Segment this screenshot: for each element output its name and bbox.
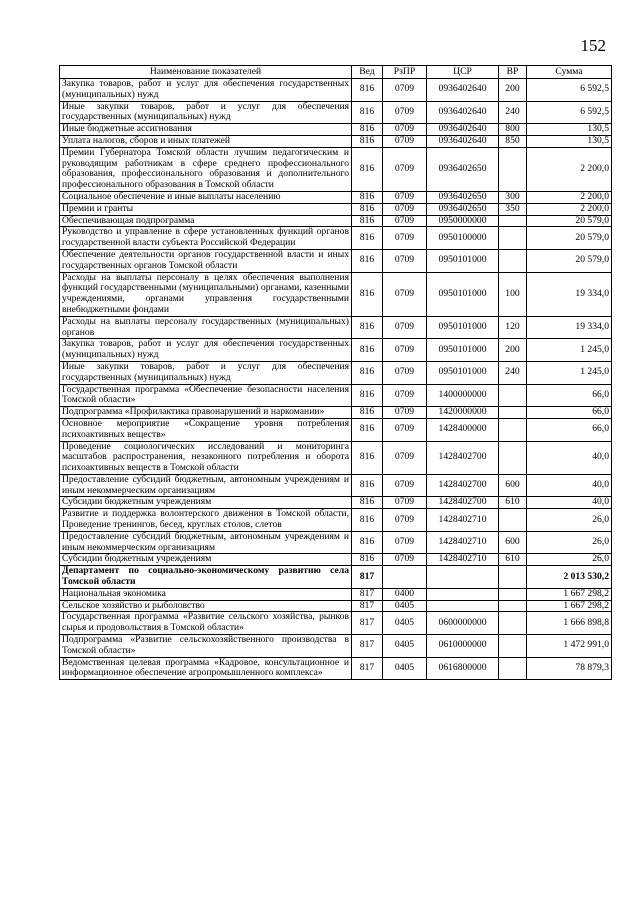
cell-name: Субсидии бюджетным учреждениям xyxy=(60,554,352,566)
cell-ved: 816 xyxy=(352,215,383,227)
cell-name: Сельское хозяйство и рыболовство xyxy=(60,600,352,612)
cell-csr: 0600000000 xyxy=(427,612,499,635)
cell-vr xyxy=(499,612,527,635)
cell-vr xyxy=(499,441,527,474)
cell-ved: 816 xyxy=(352,339,383,362)
cell-rzpr: 0709 xyxy=(383,361,427,384)
table-row xyxy=(60,316,612,339)
table-row xyxy=(60,272,612,316)
cell-vr: 200 xyxy=(499,339,527,362)
table-row xyxy=(60,249,612,272)
cell-name: Предоставление субсидий бюджетным, автономным учреждениям и иным некоммерческим организациям xyxy=(60,474,352,497)
cell-name: Социальное обеспечение и иные выплаты населению xyxy=(60,191,352,203)
cell-sum: 19 334,0 xyxy=(527,316,612,339)
cell-sum: 26,0 xyxy=(527,554,612,566)
cell-ved: 816 xyxy=(352,361,383,384)
cell-vr xyxy=(499,407,527,419)
cell-ved: 816 xyxy=(352,272,383,316)
cell-sum: 20 579,0 xyxy=(527,249,612,272)
cell-vr: 240 xyxy=(499,361,527,384)
cell-ved: 816 xyxy=(352,101,383,124)
cell-vr: 300 xyxy=(499,191,527,203)
cell-vr: 600 xyxy=(499,531,527,554)
cell-name: Предоставление субсидий бюджетным, автономным учреждениям и иным некоммерческим организациям xyxy=(60,531,352,554)
cell-rzpr: 0405 xyxy=(383,612,427,635)
cell-name: Обеспечение деятельности органов государственной власти и иных государственных органов Томской области xyxy=(60,249,352,272)
cell-csr: 1420000000 xyxy=(427,407,499,419)
cell-ved: 817 xyxy=(352,635,383,658)
table-row xyxy=(60,79,612,102)
cell-sum: 130,5 xyxy=(527,124,612,136)
cell-vr: 350 xyxy=(499,203,527,215)
cell-sum: 66,0 xyxy=(527,407,612,419)
cell-name: Уплата налогов, сборов и иных платежей xyxy=(60,135,352,147)
cell-rzpr: 0709 xyxy=(383,384,427,407)
cell-ved: 816 xyxy=(352,124,383,136)
cell-rzpr xyxy=(383,566,427,589)
cell-name: Премии Губернатора Томской области лучшим педагогическим и руководящим работникам в сфере среднего профессионального образования, профессионального образования и дополнительного профессионального образования в Томской области xyxy=(60,147,352,191)
cell-csr: 1428402710 xyxy=(427,554,499,566)
cell-sum: 1 472 991,0 xyxy=(527,635,612,658)
cell-name: Национальная экономика xyxy=(60,588,352,600)
cell-name: Закупка товаров, работ и услуг для обеспечения государственных (муниципальных) нужд xyxy=(60,339,352,362)
cell-ved: 816 xyxy=(352,147,383,191)
table-row xyxy=(60,215,612,227)
cell-csr xyxy=(427,600,499,612)
table-row xyxy=(60,191,612,203)
budget-table xyxy=(59,65,612,680)
table-header-row xyxy=(60,66,612,79)
cell-ved: 816 xyxy=(352,474,383,497)
cell-rzpr: 0709 xyxy=(383,497,427,509)
cell-vr xyxy=(499,418,527,441)
cell-vr xyxy=(499,509,527,532)
cell-rzpr: 0709 xyxy=(383,124,427,136)
cell-rzpr: 0709 xyxy=(383,316,427,339)
cell-sum: 6 592,5 xyxy=(527,79,612,102)
cell-rzpr: 0709 xyxy=(383,441,427,474)
cell-ved: 816 xyxy=(352,554,383,566)
col-header-ved: Вед xyxy=(352,66,383,79)
cell-name: Руководство и управление в сфере установленных функций органов государственной власти субъекта Российской Федерации xyxy=(60,227,352,250)
cell-rzpr: 0709 xyxy=(383,79,427,102)
cell-sum: 40,0 xyxy=(527,441,612,474)
cell-name: Ведомственная целевая программа «Кадровое, консультационное и информационное обеспечение агропромышленного комплекса» xyxy=(60,657,352,680)
cell-sum: 130,5 xyxy=(527,135,612,147)
cell-ved: 816 xyxy=(352,418,383,441)
cell-vr: 610 xyxy=(499,554,527,566)
cell-rzpr: 0709 xyxy=(383,135,427,147)
cell-csr: 0950101000 xyxy=(427,249,499,272)
cell-vr xyxy=(499,384,527,407)
cell-sum: 2 200,0 xyxy=(527,191,612,203)
cell-csr: 0936402640 xyxy=(427,79,499,102)
cell-rzpr: 0709 xyxy=(383,339,427,362)
table-row xyxy=(60,339,612,362)
cell-vr: 100 xyxy=(499,272,527,316)
cell-name: Департамент по социально-экономическому развитию села Томской области xyxy=(60,566,352,589)
cell-rzpr: 0405 xyxy=(383,600,427,612)
cell-name: Основное мероприятие «Сокращение уровня потребления психоактивных веществ» xyxy=(60,418,352,441)
cell-sum: 66,0 xyxy=(527,418,612,441)
cell-name: Подпрограмма «Развитие сельскохозяйственного производства в Томской области» xyxy=(60,635,352,658)
table-row xyxy=(60,407,612,419)
cell-vr xyxy=(499,600,527,612)
cell-vr: 240 xyxy=(499,101,527,124)
cell-sum: 19 334,0 xyxy=(527,272,612,316)
cell-sum: 2 013 530,2 xyxy=(527,566,612,589)
cell-rzpr: 0709 xyxy=(383,203,427,215)
cell-csr: 1428402700 xyxy=(427,441,499,474)
cell-ved: 817 xyxy=(352,600,383,612)
cell-ved: 816 xyxy=(352,191,383,203)
cell-sum: 1 245,0 xyxy=(527,361,612,384)
cell-csr: 1428402700 xyxy=(427,497,499,509)
cell-vr: 200 xyxy=(499,79,527,102)
cell-ved: 817 xyxy=(352,588,383,600)
cell-ved: 816 xyxy=(352,497,383,509)
cell-sum: 66,0 xyxy=(527,384,612,407)
cell-csr: 0936402640 xyxy=(427,124,499,136)
cell-sum: 40,0 xyxy=(527,497,612,509)
cell-csr: 0950101000 xyxy=(427,361,499,384)
cell-csr: 1428402710 xyxy=(427,509,499,532)
cell-csr: 0936402640 xyxy=(427,135,499,147)
cell-sum: 1 667 298,2 xyxy=(527,588,612,600)
cell-ved: 816 xyxy=(352,384,383,407)
cell-name: Государственная программа «Обеспечение безопасности населения Томской области» xyxy=(60,384,352,407)
cell-name: Премии и гранты xyxy=(60,203,352,215)
table-row xyxy=(60,612,612,635)
cell-name: Обеспечивающая подпрограмма xyxy=(60,215,352,227)
cell-rzpr: 0405 xyxy=(383,657,427,680)
cell-rzpr: 0709 xyxy=(383,215,427,227)
cell-vr: 600 xyxy=(499,474,527,497)
cell-sum: 2 200,0 xyxy=(527,147,612,191)
table-row xyxy=(60,124,612,136)
cell-csr: 0936402650 xyxy=(427,147,499,191)
table-row xyxy=(60,441,612,474)
cell-sum: 1 245,0 xyxy=(527,339,612,362)
cell-vr: 800 xyxy=(499,124,527,136)
cell-name: Закупка товаров, работ и услуг для обеспечения государственных (муниципальных) нужд xyxy=(60,79,352,102)
cell-csr: 1428402700 xyxy=(427,474,499,497)
cell-csr: 0950101000 xyxy=(427,316,499,339)
cell-sum: 2 200,0 xyxy=(527,203,612,215)
cell-vr xyxy=(499,635,527,658)
cell-sum: 1 667 298,2 xyxy=(527,600,612,612)
cell-name: Субсидии бюджетным учреждениям xyxy=(60,497,352,509)
cell-csr: 0616800000 xyxy=(427,657,499,680)
cell-name: Проведение социологических исследований и мониторинга масштабов распространения, незаконного потребления и оборота психоактивных веществ в Томской области xyxy=(60,441,352,474)
cell-rzpr: 0709 xyxy=(383,554,427,566)
cell-vr xyxy=(499,215,527,227)
table-row xyxy=(60,600,612,612)
cell-rzpr: 0709 xyxy=(383,191,427,203)
table-row xyxy=(60,361,612,384)
cell-rzpr: 0405 xyxy=(383,635,427,658)
cell-vr: 120 xyxy=(499,316,527,339)
table-row xyxy=(60,554,612,566)
table-row xyxy=(60,384,612,407)
cell-vr xyxy=(499,588,527,600)
cell-csr: 0610000000 xyxy=(427,635,499,658)
table-row xyxy=(60,474,612,497)
cell-rzpr: 0709 xyxy=(383,101,427,124)
cell-rzpr: 0709 xyxy=(383,249,427,272)
cell-csr: 0950101000 xyxy=(427,339,499,362)
table-row xyxy=(60,531,612,554)
cell-sum: 1 666 898,8 xyxy=(527,612,612,635)
cell-ved: 816 xyxy=(352,203,383,215)
cell-csr: 1428402710 xyxy=(427,531,499,554)
col-header-name: Наименование показателей xyxy=(60,66,352,79)
cell-vr xyxy=(499,227,527,250)
cell-ved: 816 xyxy=(352,441,383,474)
col-header-rzpr: РзПР xyxy=(383,66,427,79)
table-row xyxy=(60,147,612,191)
table-row xyxy=(60,135,612,147)
cell-ved: 816 xyxy=(352,531,383,554)
cell-ved: 816 xyxy=(352,407,383,419)
cell-rzpr: 0709 xyxy=(383,407,427,419)
cell-rzpr: 0709 xyxy=(383,474,427,497)
cell-ved: 817 xyxy=(352,612,383,635)
cell-csr: 0950000000 xyxy=(427,215,499,227)
cell-ved: 817 xyxy=(352,566,383,589)
cell-rzpr: 0709 xyxy=(383,272,427,316)
table-row xyxy=(60,588,612,600)
cell-name: Иные бюджетные ассигнования xyxy=(60,124,352,136)
table-row xyxy=(60,657,612,680)
cell-rzpr: 0400 xyxy=(383,588,427,600)
cell-rzpr: 0709 xyxy=(383,509,427,532)
cell-name: Государственная программа «Развитие сельского хозяйства, рынков сырья и продовольствия в Томской области» xyxy=(60,612,352,635)
page-number: 152 xyxy=(580,36,606,55)
cell-name: Развитие и поддержка волонтерского движения в Томской области, Проведение тренингов, бесед, круглых столов, слетов xyxy=(60,509,352,532)
cell-csr: 0936402640 xyxy=(427,101,499,124)
cell-csr: 0936402650 xyxy=(427,191,499,203)
cell-rzpr: 0709 xyxy=(383,418,427,441)
cell-name: Расходы на выплаты персоналу в целях обеспечения выполнения функций государственными (муниципальными) органами, казенными учреждениями, органами управления государственными внебюджетными фондами xyxy=(60,272,352,316)
cell-csr: 0950101000 xyxy=(427,272,499,316)
col-header-sum: Сумма xyxy=(527,66,612,79)
cell-sum: 40,0 xyxy=(527,474,612,497)
cell-ved: 816 xyxy=(352,509,383,532)
cell-vr xyxy=(499,147,527,191)
cell-name: Иные закупки товаров, работ и услуг для обеспечения государственных (муниципальных) нужд xyxy=(60,101,352,124)
cell-csr xyxy=(427,588,499,600)
cell-csr xyxy=(427,566,499,589)
cell-rzpr: 0709 xyxy=(383,227,427,250)
col-header-csr: ЦСР xyxy=(427,66,499,79)
cell-sum: 26,0 xyxy=(527,509,612,532)
cell-csr: 1400000000 xyxy=(427,384,499,407)
cell-ved: 817 xyxy=(352,657,383,680)
table-row xyxy=(60,418,612,441)
cell-vr: 850 xyxy=(499,135,527,147)
cell-csr: 0950100000 xyxy=(427,227,499,250)
cell-sum: 6 592,5 xyxy=(527,101,612,124)
table-row xyxy=(60,635,612,658)
cell-name: Иные закупки товаров, работ и услуг для обеспечения государственных (муниципальных) нужд xyxy=(60,361,352,384)
cell-rzpr: 0709 xyxy=(383,147,427,191)
cell-sum: 20 579,0 xyxy=(527,227,612,250)
cell-csr: 1428400000 xyxy=(427,418,499,441)
cell-name: Подпрограмма «Профилактика правонарушений и наркомании» xyxy=(60,407,352,419)
col-header-vr: ВР xyxy=(499,66,527,79)
cell-ved: 816 xyxy=(352,135,383,147)
table-row xyxy=(60,227,612,250)
cell-vr xyxy=(499,566,527,589)
cell-ved: 816 xyxy=(352,316,383,339)
table-row xyxy=(60,203,612,215)
cell-ved: 816 xyxy=(352,249,383,272)
table-row xyxy=(60,101,612,124)
cell-sum: 20 579,0 xyxy=(527,215,612,227)
cell-name: Расходы на выплаты персоналу государственных (муниципальных) органов xyxy=(60,316,352,339)
cell-ved: 816 xyxy=(352,227,383,250)
table-row xyxy=(60,497,612,509)
table-row xyxy=(60,566,612,589)
cell-ved: 816 xyxy=(352,79,383,102)
cell-vr: 610 xyxy=(499,497,527,509)
cell-sum: 78 879,3 xyxy=(527,657,612,680)
cell-vr xyxy=(499,657,527,680)
table-row xyxy=(60,509,612,532)
cell-rzpr: 0709 xyxy=(383,531,427,554)
cell-csr: 0936402650 xyxy=(427,203,499,215)
cell-sum: 26,0 xyxy=(527,531,612,554)
cell-vr xyxy=(499,249,527,272)
